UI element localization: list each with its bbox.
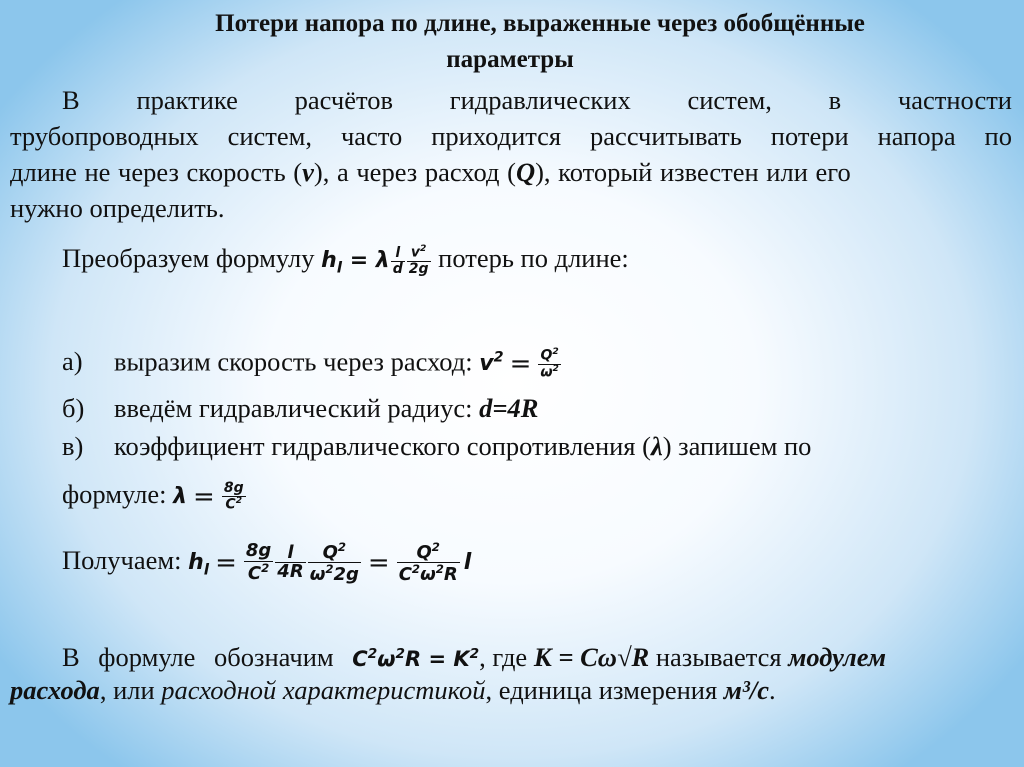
lambda-fraction: $\frac{8g}{C^2}$ — [223, 480, 244, 513]
item-a — [62, 330, 562, 392]
conclusion-text-3: называется — [655, 642, 782, 672]
result-fraction-4: $\frac{Q^2}{C^2\omega^2R}$ — [398, 539, 458, 586]
result-fraction-1: $\frac{8g}{C^2}$ — [245, 540, 272, 584]
result-line — [62, 528, 471, 601]
module-definition-formula: $C^2\omega^2R = K^2$ — [352, 646, 480, 671]
conclusion-text-2: , где — [479, 642, 528, 672]
intro-text-3c: ), который известен или его — [535, 157, 851, 187]
flow-rate-symbol: Q — [515, 157, 536, 187]
intro-line-3 — [10, 154, 1012, 190]
transform-text-before: Преобразуем формулу — [62, 243, 315, 273]
intro-text-3b: ), а через расход ( — [313, 157, 516, 187]
term-modulus: модулем — [788, 642, 886, 672]
intro-line-1 — [62, 82, 1012, 118]
term-flow-characteristic: расходной характеристикой — [161, 675, 486, 705]
darcy-formula: $h_l = \lambda$ $\frac{l}{d}$ $\frac{v^2}{2g}$ — [321, 244, 429, 277]
transform-text-after: потерь по длине: — [438, 243, 629, 273]
equals-sign: = — [193, 481, 215, 512]
item-c-text-1: коэффициент гидравлического сопротивления ( — [114, 431, 651, 461]
item-b-text: введём гидравлический радиус: — [114, 393, 473, 423]
slide-title-line1: Потери напора по длине, выраженные через обобщённые — [215, 10, 865, 37]
result-fraction-3: $\frac{Q^2}{\omega^22g}$ — [309, 539, 359, 586]
item-c-formula-line — [62, 466, 247, 525]
result-fraction-2: $\frac{l}{4R}$ — [277, 541, 304, 583]
item-a-marker: а) — [62, 346, 83, 377]
intro-text-1: В практике расчётов гидравлических систем, в частности — [62, 85, 1012, 115]
intro-text-2: трубопроводных систем, часто приходится рассчитывать потери напора по — [10, 121, 1012, 151]
unit-of-measure: м³/с — [723, 675, 770, 705]
conclusion-line-1 — [62, 636, 1012, 677]
item-c-text-3: формуле: — [62, 479, 167, 509]
item-b — [62, 390, 538, 426]
slide-title-line2: параметры — [446, 46, 574, 73]
equals-sign: = — [215, 547, 237, 578]
item-a-text: выразим скорость через расход: — [114, 346, 473, 377]
hydraulic-radius-formula: d=4R — [479, 393, 539, 423]
velocity-symbol: v — [302, 157, 314, 187]
velocity-flow-formula: $v^2$ — [479, 350, 504, 377]
item-c-marker: в) — [62, 431, 84, 461]
intro-line-2 — [10, 118, 1012, 154]
intro-text-4: нужно определить. — [10, 193, 225, 223]
equals-sign: = — [509, 349, 532, 380]
lambda-formula: λ — [173, 484, 188, 509]
conclusion-text-1: В формуле обозначим — [62, 642, 334, 672]
velocity-flow-fraction: $\frac{Q^2}{\omega^2}$ — [540, 347, 559, 381]
transform-line — [62, 230, 629, 295]
item-c-text-2: ) запишем по — [662, 431, 812, 461]
intro-text-3a: длине не через скорость ( — [10, 157, 303, 187]
conclusion-text-5: , единица измерения — [485, 675, 718, 705]
result-formula: $h_l$ — [188, 550, 210, 579]
equals-sign: = — [367, 547, 390, 578]
conclusion-text-6: . — [769, 675, 776, 705]
lambda-symbol: λ — [650, 431, 663, 461]
intro-line-4 — [10, 190, 224, 226]
result-label: Получаем: — [62, 545, 182, 575]
module-k-definition: К = Сω√R — [533, 642, 650, 672]
length-symbol: l — [463, 550, 472, 575]
term-rashoda: расхода — [10, 675, 100, 705]
conclusion-line-2 — [10, 672, 776, 708]
conclusion-text-4: , или — [99, 675, 155, 705]
item-c — [62, 428, 811, 464]
item-b-marker: б) — [62, 393, 85, 423]
